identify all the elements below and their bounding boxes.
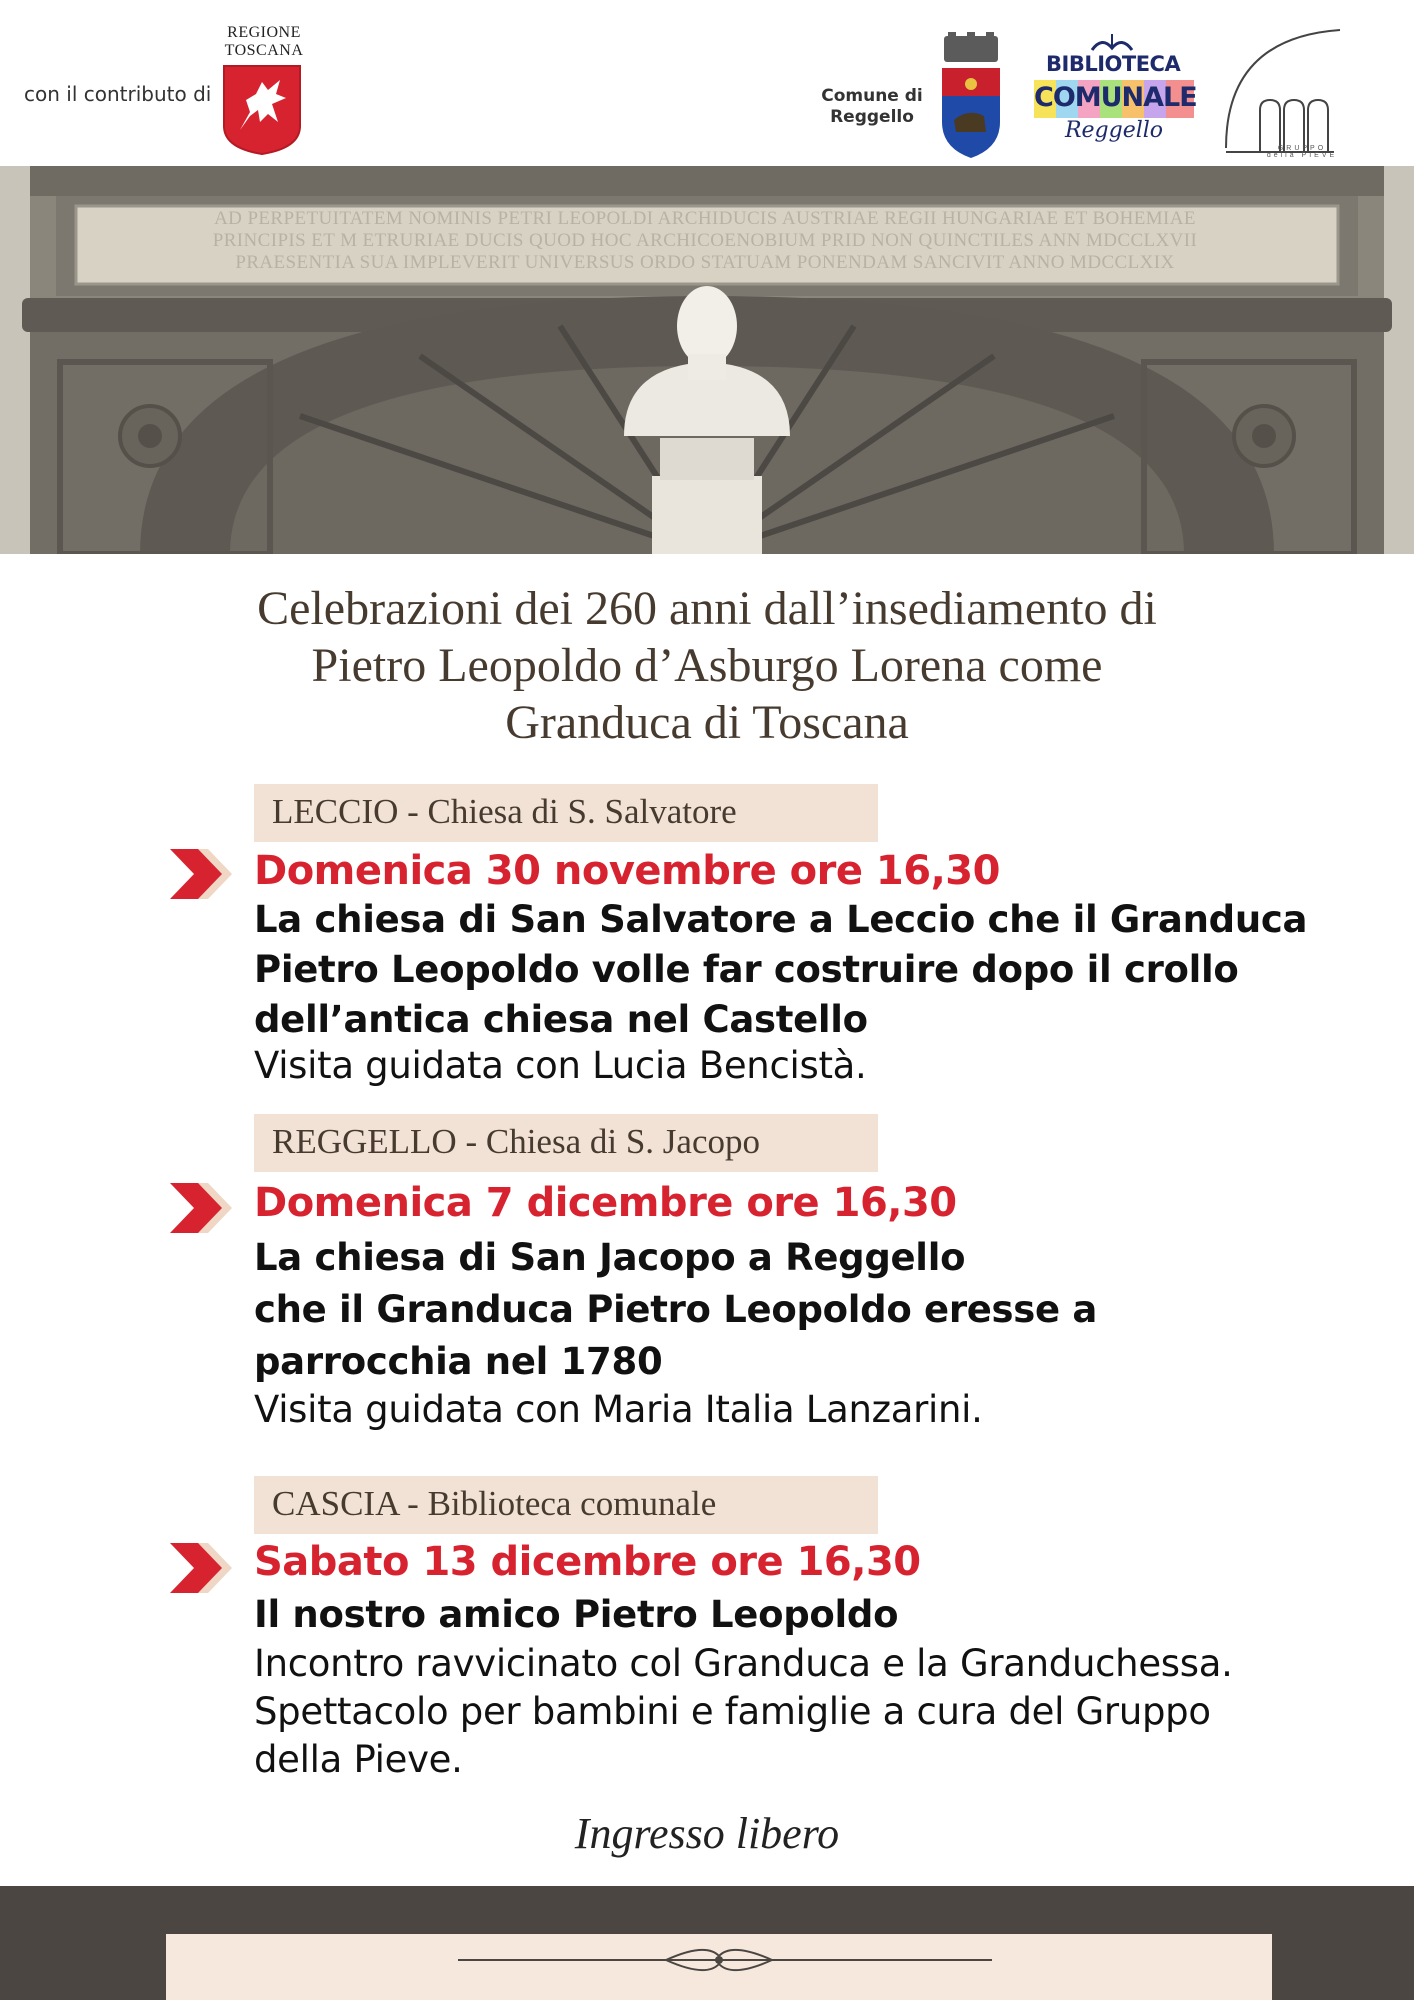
- page-title: [150, 580, 1264, 751]
- inscription-line: AD PERPETUITATEM NOMINIS PETRI LEOPOLDI ARCHIDUCIS AUSTRIAE REGII HUNGARIAE ET BOHEMIAE: [214, 208, 1196, 229]
- event-desc-line: Spettacolo per bambini e famiglie a cura del Gruppo: [254, 1690, 1211, 1733]
- inscription-line: PRINCIPIS ET M ETRURIAE DUCIS QUOD HOC ARCHICOENOBIUM PRID NON QUINCTILES ANN MDCCLXVII: [212, 230, 1198, 251]
- ornament-divider-icon: [166, 1934, 1272, 2000]
- venue-label-2: [254, 1114, 878, 1172]
- comune-crest-icon: [938, 32, 1004, 162]
- gruppo-label: GRUPPO della PIEVE: [1266, 145, 1338, 159]
- footer-panel: [166, 1934, 1272, 2000]
- contributo-text: con il contributo di: [24, 82, 212, 106]
- header: [0, 0, 1414, 166]
- event-title-line: La chiesa di San Salvatore a Leccio che il Granduca: [254, 898, 1308, 941]
- venue-label-3: [254, 1476, 878, 1534]
- event-desc-line: Visita guidata con Lucia Bencistà.: [254, 1044, 867, 1087]
- event-title: [254, 1232, 1097, 1388]
- venue-text: LECCIO - Chiesa di S. Salvatore: [272, 792, 737, 831]
- inscription: [76, 208, 1334, 280]
- venue-text: CASCIA - Biblioteca comunale: [272, 1484, 717, 1523]
- footer: [0, 1886, 1414, 2000]
- venue-text: REGGELLO - Chiesa di S. Jacopo: [272, 1122, 760, 1161]
- event-title-line: parrocchia nel 1780: [254, 1340, 663, 1383]
- chevron-arrow-icon: [170, 849, 238, 899]
- gruppo-della-pieve-logo: [1222, 28, 1342, 164]
- event-description: [254, 1640, 1233, 1784]
- regione-toscana-logo: [222, 24, 306, 161]
- hero-photo: [0, 166, 1414, 554]
- event-title-line: dell’antica chiesa nel Castello: [254, 998, 868, 1041]
- event-desc-line: della Pieve.: [254, 1738, 463, 1781]
- biblioteca-top-text: BIBLIOTECA: [1046, 52, 1181, 76]
- event-desc-line: Incontro ravvicinato col Granduca e la Granduchessa.: [254, 1642, 1233, 1685]
- event-description: [254, 1042, 867, 1090]
- event-date: Sabato 13 dicembre ore 16,30: [254, 1539, 921, 1585]
- title-line: Celebrazioni dei 260 anni dall’insediamento di: [257, 582, 1157, 635]
- venue-label-1: [254, 784, 878, 842]
- comune-label: Comune di Reggello: [821, 86, 923, 127]
- event-title-line: Il nostro amico Pietro Leopoldo: [254, 1593, 899, 1636]
- event-title-line: La chiesa di San Jacopo a Reggello: [254, 1236, 966, 1279]
- chevron-arrow-icon: [170, 1543, 238, 1593]
- ingresso-libero-text: Ingresso libero: [574, 1809, 840, 1858]
- event-title-line: Pietro Leopoldo volle far costruire dopo il crollo: [254, 948, 1239, 991]
- title-line: Granduca di Toscana: [505, 696, 909, 749]
- biblioteca-logo: [1030, 30, 1200, 160]
- biblioteca-bottom-text: Reggello: [1064, 118, 1164, 143]
- event-title-line: che il Granduca Pietro Leopoldo eresse a: [254, 1288, 1098, 1331]
- event-date: Domenica 30 novembre ore 16,30: [254, 848, 1000, 894]
- event-desc-line: Visita guidata con Maria Italia Lanzarini.: [254, 1388, 983, 1431]
- chevron-arrow-icon: [170, 1183, 238, 1233]
- title-line: Pietro Leopoldo d’Asburgo Lorena come: [311, 639, 1103, 692]
- biblioteca-middle-text: COMUNALE: [1034, 82, 1197, 113]
- inscription-line: PRAESENTIA SUA IMPLEVERIT UNIVERSUS ORDO STATUAM PONENDAM SANCIVIT ANNO MDCCLXIX: [235, 252, 1175, 273]
- event-description: [254, 1386, 983, 1434]
- book-icon: [1090, 30, 1134, 52]
- event-title: [254, 1590, 898, 1640]
- event-date: Domenica 7 dicembre ore 16,30: [254, 1180, 957, 1226]
- regione-name: REGIONE TOSCANA: [224, 24, 304, 59]
- event-title: [254, 895, 1307, 1045]
- pegasus-shield-icon: [222, 64, 302, 156]
